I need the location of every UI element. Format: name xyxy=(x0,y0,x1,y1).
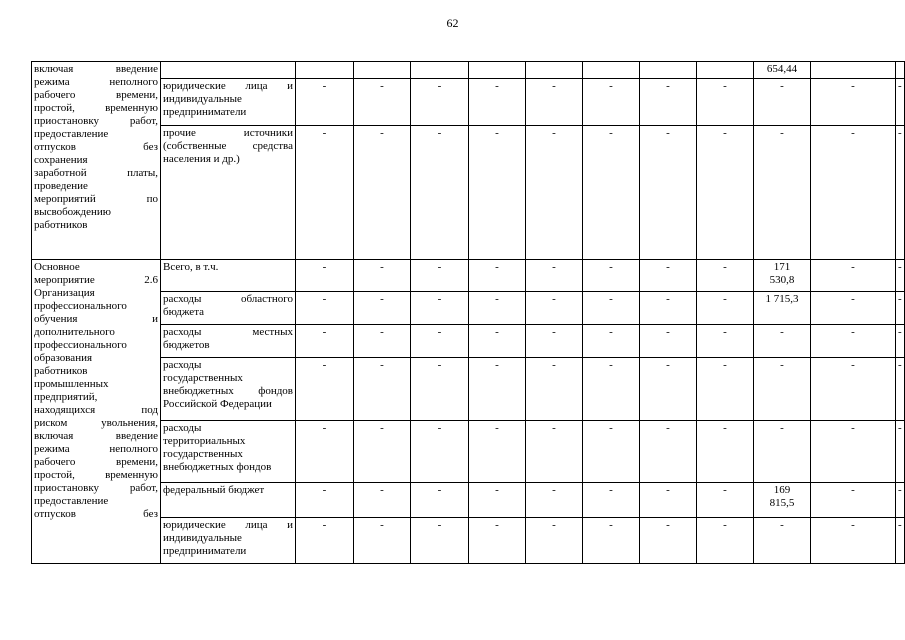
value-cell: - xyxy=(896,421,905,483)
value-cell: - xyxy=(754,79,811,126)
funding-source-line: предприниматели xyxy=(163,545,247,557)
value-part: 815,5 xyxy=(769,497,795,509)
value-cell: - xyxy=(526,358,583,421)
value-cell: - xyxy=(896,518,905,564)
value-cell xyxy=(811,62,896,79)
value-cell: - xyxy=(526,421,583,483)
value-cell: - xyxy=(469,358,526,421)
value-cell: - xyxy=(296,292,354,325)
value-cell: - xyxy=(896,292,905,325)
value-cell xyxy=(896,62,905,79)
value-cell: 654,44 xyxy=(754,62,811,79)
value-cell xyxy=(526,62,583,79)
value-cell: - xyxy=(640,483,697,518)
value-cell: - xyxy=(896,126,905,260)
value-cell: - xyxy=(296,260,354,292)
table-row xyxy=(32,79,905,126)
value-cell: - xyxy=(697,126,754,260)
funding-source-line: внебюджетных фондов xyxy=(163,461,272,473)
value-cell: - xyxy=(469,292,526,325)
value-cell: - xyxy=(296,483,354,518)
measure-line: риском увольнения, xyxy=(34,417,158,429)
measure-line: приостановку работ, xyxy=(34,482,158,494)
value-part: 171 xyxy=(773,261,791,273)
measure-line: обучения и xyxy=(34,313,158,325)
value-cell: - xyxy=(640,421,697,483)
value-cell: - xyxy=(354,260,411,292)
value-cell: - xyxy=(697,325,754,358)
value-cell xyxy=(583,62,640,79)
value-cell: - xyxy=(354,421,411,483)
value-cell: - xyxy=(411,126,469,260)
value-cell: - xyxy=(469,260,526,292)
funding-source xyxy=(161,292,296,325)
value-cell: - xyxy=(640,358,697,421)
measure-line: приостановку работ, xyxy=(34,115,158,127)
measure-line: предоставление xyxy=(34,495,109,507)
table-row xyxy=(32,483,905,518)
value-cell: - xyxy=(526,518,583,564)
value-cell: - xyxy=(811,421,896,483)
funding-source-line: федеральный бюджет xyxy=(163,484,265,496)
table-row xyxy=(32,126,905,260)
value-cell: - xyxy=(411,421,469,483)
value-cell: - xyxy=(354,292,411,325)
funding-source-line: индивидуальные xyxy=(163,93,242,105)
funding-source-line: бюджета xyxy=(163,306,205,318)
table-row xyxy=(32,421,905,483)
value-cell: - xyxy=(754,421,811,483)
value-cell: - xyxy=(296,421,354,483)
funding-source-line: юридические лица и xyxy=(163,519,293,531)
measure-line: мероприятие 2.6 xyxy=(34,274,158,286)
funding-source-line: расходы xyxy=(163,422,202,434)
budget-table xyxy=(31,61,905,564)
value-cell: - xyxy=(896,79,905,126)
table-row xyxy=(32,325,905,358)
value-cell: - xyxy=(754,325,811,358)
value-cell: - xyxy=(296,518,354,564)
measure-description xyxy=(32,62,161,260)
funding-source-line: индивидуальные xyxy=(163,532,242,544)
value-cell: - xyxy=(811,483,896,518)
funding-source-line: населения и др.) xyxy=(163,153,240,165)
value-cell: - xyxy=(697,292,754,325)
measure-line: предприятий, xyxy=(34,391,98,403)
value-cell: - xyxy=(640,260,697,292)
funding-source xyxy=(161,483,296,518)
value-cell: - xyxy=(354,518,411,564)
value-cell: - xyxy=(896,483,905,518)
funding-source-line: (собственные средства xyxy=(163,140,293,152)
value-cell xyxy=(640,62,697,79)
value-cell: - xyxy=(526,126,583,260)
measure-line: отпусков без xyxy=(34,508,158,520)
value-cell: - xyxy=(811,126,896,260)
table-row xyxy=(32,358,905,421)
funding-source xyxy=(161,126,296,260)
table-row xyxy=(32,62,905,79)
value-cell: - xyxy=(296,358,354,421)
measure-line: простой, временную xyxy=(34,102,158,114)
value-cell: - xyxy=(469,421,526,483)
measure-description xyxy=(32,260,161,564)
value-cell: - xyxy=(354,358,411,421)
value-cell: - xyxy=(811,358,896,421)
funding-source xyxy=(161,62,296,79)
value-cell: - xyxy=(583,518,640,564)
value-cell: - xyxy=(583,358,640,421)
funding-source xyxy=(161,325,296,358)
funding-source-line: внебюджетных фондов xyxy=(163,385,293,397)
value-cell: - xyxy=(697,421,754,483)
value-cell xyxy=(697,62,754,79)
measure-line: заработной платы, xyxy=(34,167,158,179)
value-cell: - xyxy=(354,79,411,126)
value-cell: - xyxy=(896,260,905,292)
funding-source-line: государственных xyxy=(163,448,243,460)
value-cell: - xyxy=(697,518,754,564)
value-cell: - xyxy=(526,79,583,126)
funding-source-line: расходы местных xyxy=(163,326,293,338)
value-cell: - xyxy=(296,79,354,126)
value-cell: - xyxy=(354,483,411,518)
value-part: 530,8 xyxy=(769,274,795,286)
value-cell: - xyxy=(811,260,896,292)
value-cell xyxy=(469,62,526,79)
funding-source-line: бюджетов xyxy=(163,339,210,351)
value-cell: - xyxy=(697,260,754,292)
measure-line: режима неполного xyxy=(34,443,158,455)
value-cell: - xyxy=(411,518,469,564)
value-cell xyxy=(754,483,811,518)
value-cell: - xyxy=(469,79,526,126)
funding-source-line: прочие источники xyxy=(163,127,293,139)
value-cell: - xyxy=(411,483,469,518)
value-cell: - xyxy=(697,358,754,421)
value-cell: - xyxy=(583,292,640,325)
value-cell: - xyxy=(640,292,697,325)
funding-source xyxy=(161,358,296,421)
value-cell: - xyxy=(754,518,811,564)
value-cell: - xyxy=(754,358,811,421)
value-cell: - xyxy=(811,518,896,564)
value-cell xyxy=(411,62,469,79)
value-cell: - xyxy=(583,483,640,518)
value-cell xyxy=(754,260,811,292)
measure-line: предоставление xyxy=(34,128,109,140)
measure-line: Основное xyxy=(34,261,80,273)
measure-line: профессионального xyxy=(34,300,127,312)
measure-line: работников xyxy=(34,365,88,377)
measure-line: включая введение xyxy=(34,430,158,442)
funding-source-line: государственных xyxy=(163,372,243,384)
measure-line: профессионального xyxy=(34,339,127,351)
page-number: 62 xyxy=(446,16,459,30)
value-cell: - xyxy=(583,260,640,292)
value-cell: - xyxy=(411,260,469,292)
measure-line: работников xyxy=(34,219,88,231)
value-cell: - xyxy=(526,260,583,292)
value-cell: - xyxy=(411,292,469,325)
measure-line: рабочего времени, xyxy=(34,456,158,468)
measure-line: мероприятий по xyxy=(34,193,158,205)
funding-source-line: территориальных xyxy=(163,435,246,447)
funding-source-line: Всего, в т.ч. xyxy=(163,261,219,273)
measure-line: рабочего времени, xyxy=(34,89,158,101)
value-cell: - xyxy=(811,292,896,325)
table-row xyxy=(32,292,905,325)
value-cell: - xyxy=(896,325,905,358)
measure-line: сохранения xyxy=(34,154,88,166)
funding-source xyxy=(161,421,296,483)
value-cell: - xyxy=(896,358,905,421)
value-cell: - xyxy=(640,79,697,126)
value-cell: - xyxy=(583,79,640,126)
value-cell: - xyxy=(469,325,526,358)
funding-source-line: предприниматели xyxy=(163,106,247,118)
measure-line: дополнительного xyxy=(34,326,115,338)
value-cell: - xyxy=(640,126,697,260)
value-cell: - xyxy=(469,126,526,260)
measure-line: отпусков без xyxy=(34,141,158,153)
value-cell: - xyxy=(583,126,640,260)
measure-line: проведение xyxy=(34,180,88,192)
value-cell: - xyxy=(526,325,583,358)
funding-source-line: расходы областного xyxy=(163,293,293,305)
value-cell: - xyxy=(526,292,583,325)
measure-line: высвобождению xyxy=(34,206,111,218)
measure-line: включая введение xyxy=(34,63,158,75)
value-cell: - xyxy=(296,325,354,358)
value-cell: - xyxy=(697,483,754,518)
value-cell xyxy=(354,62,411,79)
value-cell: - xyxy=(583,325,640,358)
table-row xyxy=(32,260,905,292)
value-cell: - xyxy=(640,325,697,358)
funding-source-line: Российской Федерации xyxy=(163,398,272,410)
measure-line: режима неполного xyxy=(34,76,158,88)
value-cell: - xyxy=(754,126,811,260)
value-part: 169 xyxy=(773,484,791,496)
table-row xyxy=(32,518,905,564)
value-cell: - xyxy=(296,126,354,260)
value-cell: - xyxy=(411,325,469,358)
funding-source xyxy=(161,79,296,126)
value-cell: - xyxy=(469,518,526,564)
value-cell: - xyxy=(811,79,896,126)
value-cell: 1 715,3 xyxy=(754,292,811,325)
value-cell: - xyxy=(469,483,526,518)
measure-line: образования xyxy=(34,352,93,364)
value-cell: - xyxy=(354,325,411,358)
measure-line: Организация xyxy=(34,287,95,299)
measure-line: простой, временную xyxy=(34,469,158,481)
value-cell: - xyxy=(811,325,896,358)
value-cell: - xyxy=(411,79,469,126)
funding-source xyxy=(161,260,296,292)
funding-source-line: юридические лица и xyxy=(163,80,293,92)
funding-source-line: расходы xyxy=(163,359,202,371)
value-cell xyxy=(296,62,354,79)
value-cell: - xyxy=(640,518,697,564)
value-cell: - xyxy=(526,483,583,518)
value-cell: - xyxy=(697,79,754,126)
value-cell: - xyxy=(583,421,640,483)
value-cell: - xyxy=(354,126,411,260)
measure-line: промышленных xyxy=(34,378,109,390)
measure-line: находящихся под xyxy=(34,404,158,416)
funding-source xyxy=(161,518,296,564)
value-cell: - xyxy=(411,358,469,421)
